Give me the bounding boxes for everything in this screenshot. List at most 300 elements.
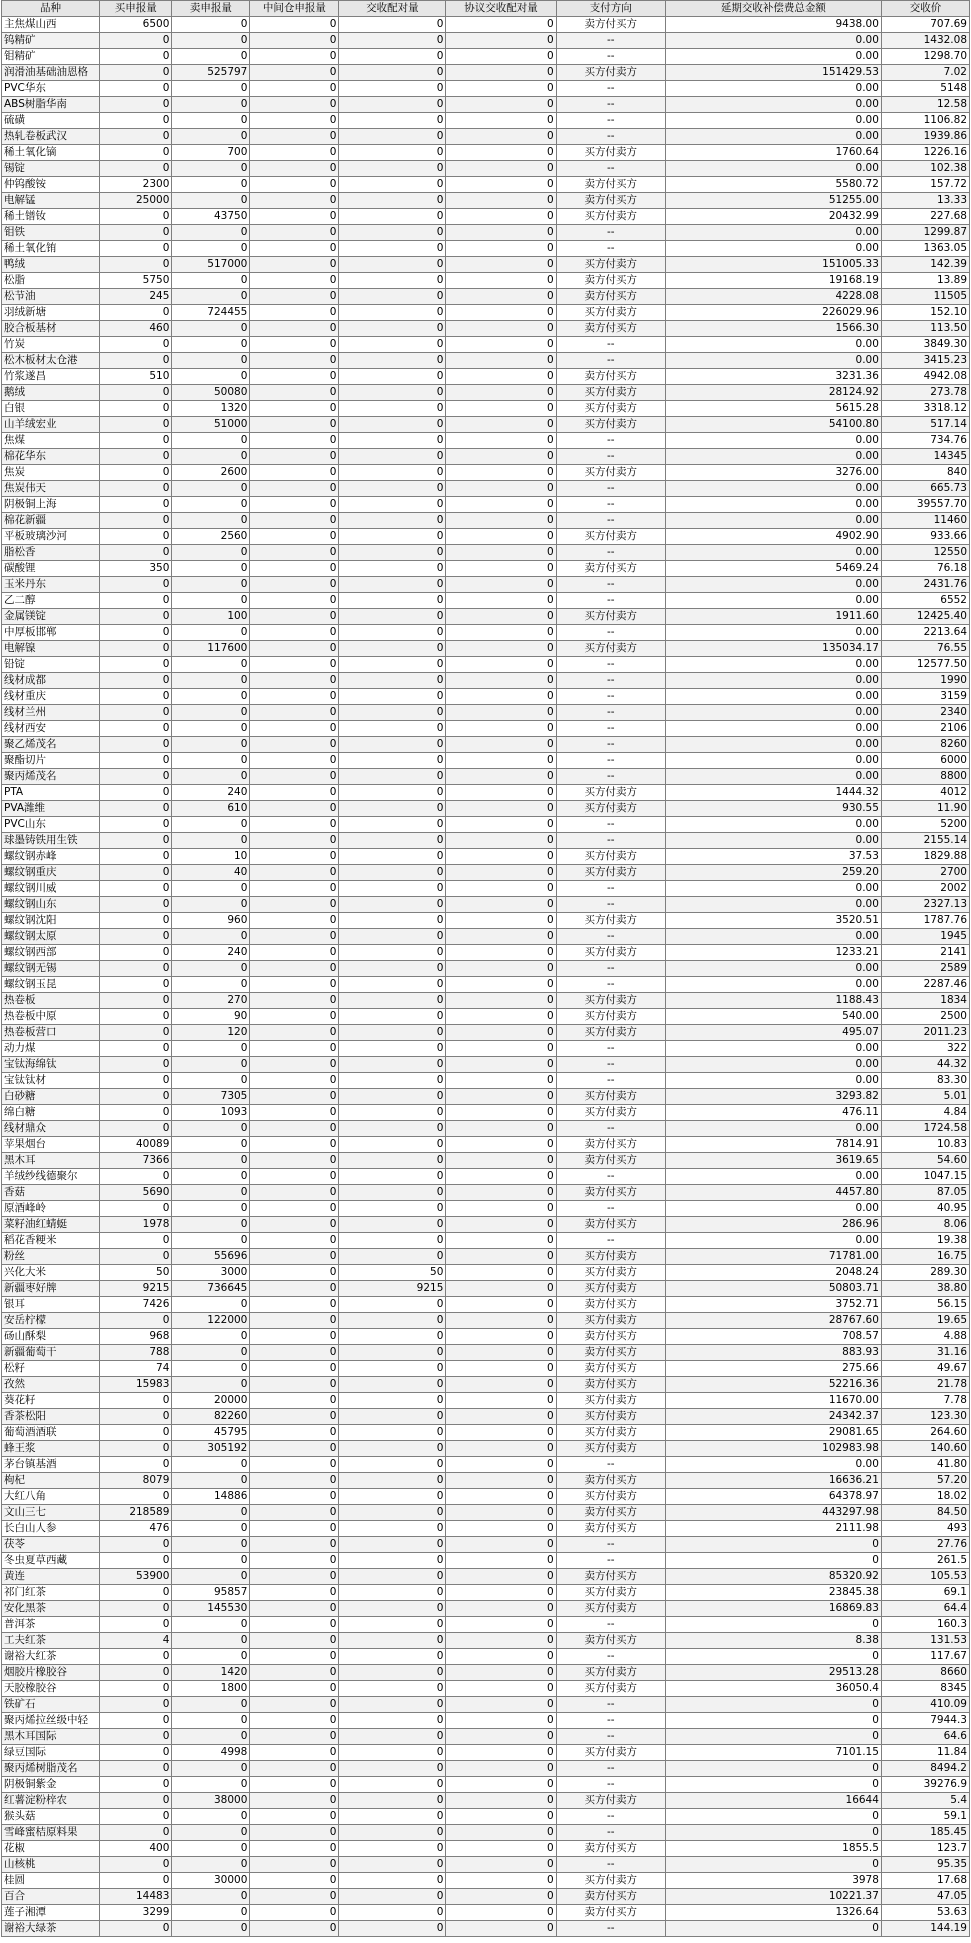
buy-declared-cell: 1978: [100, 1217, 172, 1233]
buy-declared-cell: 0: [100, 1169, 172, 1185]
header-sell-declared: 卖申报量: [172, 1, 250, 17]
payment-direction-cell: 卖方付买方: [556, 1905, 665, 1921]
intermediate-declared-cell: 0: [250, 1489, 339, 1505]
sell-declared-cell: 90: [172, 1009, 250, 1025]
delivery-matched-cell: 0: [339, 1681, 446, 1697]
buy-declared-cell: 0: [100, 801, 172, 817]
compensation-total-cell: 0.00: [665, 721, 881, 737]
delivery-price-cell: 57.20: [881, 1473, 969, 1489]
compensation-total-cell: 4457.80: [665, 1185, 881, 1201]
sell-declared-cell: 0: [172, 1297, 250, 1313]
agreement-matched-cell: 0: [446, 1905, 556, 1921]
delivery-matched-cell: 0: [339, 145, 446, 161]
buy-declared-cell: 0: [100, 1729, 172, 1745]
variety-cell: PVC华东: [2, 81, 100, 97]
intermediate-declared-cell: 0: [250, 177, 339, 193]
intermediate-declared-cell: 0: [250, 1921, 339, 1937]
agreement-matched-cell: 0: [446, 561, 556, 577]
variety-cell: 聚丙烯茂名: [2, 769, 100, 785]
delivery-price-cell: 123.7: [881, 1841, 969, 1857]
agreement-matched-cell: 0: [446, 1297, 556, 1313]
intermediate-declared-cell: 0: [250, 625, 339, 641]
compensation-total-cell: 3752.71: [665, 1297, 881, 1313]
agreement-matched-cell: 0: [446, 17, 556, 33]
compensation-total-cell: 0: [665, 1649, 881, 1665]
payment-direction-cell: 买方付卖方: [556, 945, 665, 961]
table-row: [2, 609, 970, 625]
agreement-matched-cell: 0: [446, 1281, 556, 1297]
payment-direction-cell: 买方付卖方: [556, 65, 665, 81]
sell-declared-cell: 0: [172, 593, 250, 609]
variety-cell: 锡锭: [2, 161, 100, 177]
compensation-total-cell: 0.00: [665, 1121, 881, 1137]
delivery-matched-cell: 0: [339, 1249, 446, 1265]
payment-direction-cell: --: [556, 1825, 665, 1841]
buy-declared-cell: 0: [100, 833, 172, 849]
sell-declared-cell: 525797: [172, 65, 250, 81]
buy-declared-cell: 0: [100, 721, 172, 737]
table-row: [2, 401, 970, 417]
payment-direction-cell: 买方付卖方: [556, 1249, 665, 1265]
table-row: [2, 1857, 970, 1873]
delivery-price-cell: 12577.50: [881, 657, 969, 673]
compensation-total-cell: 0: [665, 1729, 881, 1745]
delivery-price-cell: 84.50: [881, 1505, 969, 1521]
intermediate-declared-cell: 0: [250, 1825, 339, 1841]
delivery-price-cell: 160.3: [881, 1617, 969, 1633]
table-row: [2, 289, 970, 305]
header-intermediate-declared: 中间仓申报量: [250, 1, 339, 17]
delivery-matched-cell: 0: [339, 225, 446, 241]
payment-direction-cell: 卖方付买方: [556, 321, 665, 337]
compensation-total-cell: 1855.5: [665, 1841, 881, 1857]
compensation-total-cell: 0: [665, 1761, 881, 1777]
delivery-price-cell: 2213.64: [881, 625, 969, 641]
agreement-matched-cell: 0: [446, 1761, 556, 1777]
variety-cell: 螺纹钢太原: [2, 929, 100, 945]
agreement-matched-cell: 0: [446, 1633, 556, 1649]
intermediate-declared-cell: 0: [250, 1697, 339, 1713]
variety-cell: 铁矿石: [2, 1697, 100, 1713]
payment-direction-cell: --: [556, 817, 665, 833]
variety-cell: 新疆枣好牌: [2, 1281, 100, 1297]
compensation-total-cell: 0.00: [665, 593, 881, 609]
agreement-matched-cell: 0: [446, 913, 556, 929]
variety-cell: 茅台镇基酒: [2, 1457, 100, 1473]
table-row: [2, 1473, 970, 1489]
table-row: [2, 433, 970, 449]
variety-cell: 黑木耳: [2, 1153, 100, 1169]
delivery-matched-cell: 0: [339, 897, 446, 913]
compensation-total-cell: 0.00: [665, 433, 881, 449]
delivery-price-cell: 59.1: [881, 1809, 969, 1825]
compensation-total-cell: 0: [665, 1713, 881, 1729]
sell-declared-cell: 0: [172, 97, 250, 113]
variety-cell: 枸杞: [2, 1473, 100, 1489]
variety-cell: PVC山东: [2, 817, 100, 833]
sell-declared-cell: 0: [172, 1169, 250, 1185]
buy-declared-cell: 0: [100, 1649, 172, 1665]
intermediate-declared-cell: 0: [250, 641, 339, 657]
variety-cell: 碳酸锂: [2, 561, 100, 577]
header-agreement-matched: 协议交收配对量: [446, 1, 556, 17]
payment-direction-cell: 买方付卖方: [556, 1425, 665, 1441]
delivery-price-cell: 1939.86: [881, 129, 969, 145]
sell-declared-cell: 95857: [172, 1585, 250, 1601]
payment-direction-cell: --: [556, 1713, 665, 1729]
table-row: [2, 81, 970, 97]
agreement-matched-cell: 0: [446, 1329, 556, 1345]
variety-cell: 线材重庆: [2, 689, 100, 705]
buy-declared-cell: 0: [100, 785, 172, 801]
delivery-matched-cell: 0: [339, 977, 446, 993]
table-row: [2, 1121, 970, 1137]
delivery-price-cell: 1990: [881, 673, 969, 689]
payment-direction-cell: 卖方付买方: [556, 561, 665, 577]
buy-declared-cell: 0: [100, 929, 172, 945]
payment-direction-cell: 买方付卖方: [556, 305, 665, 321]
compensation-total-cell: 259.20: [665, 865, 881, 881]
agreement-matched-cell: 0: [446, 417, 556, 433]
intermediate-declared-cell: 0: [250, 1873, 339, 1889]
delivery-matched-cell: 0: [339, 913, 446, 929]
buy-declared-cell: 0: [100, 673, 172, 689]
delivery-price-cell: 53.63: [881, 1905, 969, 1921]
delivery-matched-cell: 0: [339, 433, 446, 449]
variety-cell: PTA: [2, 785, 100, 801]
compensation-total-cell: 0.00: [665, 1041, 881, 1057]
intermediate-declared-cell: 0: [250, 1617, 339, 1633]
compensation-total-cell: 0.00: [665, 705, 881, 721]
delivery-matched-cell: 0: [339, 1025, 446, 1041]
sell-declared-cell: 0: [172, 113, 250, 129]
sell-declared-cell: 145530: [172, 1601, 250, 1617]
table-row: [2, 529, 970, 545]
buy-declared-cell: 0: [100, 1441, 172, 1457]
table-row: [2, 1361, 970, 1377]
sell-declared-cell: 0: [172, 289, 250, 305]
variety-cell: 焦炭: [2, 465, 100, 481]
intermediate-declared-cell: 0: [250, 769, 339, 785]
variety-cell: 焦煤: [2, 433, 100, 449]
variety-cell: 红薯淀粉梓农: [2, 1793, 100, 1809]
agreement-matched-cell: 0: [446, 769, 556, 785]
sell-declared-cell: 240: [172, 945, 250, 961]
payment-direction-cell: --: [556, 513, 665, 529]
compensation-total-cell: 52216.36: [665, 1377, 881, 1393]
sell-declared-cell: 120: [172, 1025, 250, 1041]
delivery-matched-cell: 0: [339, 1041, 446, 1057]
sell-declared-cell: 0: [172, 1729, 250, 1745]
sell-declared-cell: 40: [172, 865, 250, 881]
compensation-total-cell: 2048.24: [665, 1265, 881, 1281]
delivery-matched-cell: 0: [339, 81, 446, 97]
buy-declared-cell: 476: [100, 1521, 172, 1537]
intermediate-declared-cell: 0: [250, 737, 339, 753]
delivery-matched-cell: 0: [339, 177, 446, 193]
delivery-matched-cell: 0: [339, 1201, 446, 1217]
buy-declared-cell: 0: [100, 1681, 172, 1697]
variety-cell: 螺纹钢西部: [2, 945, 100, 961]
delivery-price-cell: 123.30: [881, 1409, 969, 1425]
payment-direction-cell: --: [556, 481, 665, 497]
buy-declared-cell: 50: [100, 1265, 172, 1281]
table-row: [2, 1905, 970, 1921]
delivery-matched-cell: 0: [339, 1761, 446, 1777]
delivery-price-cell: 8494.2: [881, 1761, 969, 1777]
compensation-total-cell: 0.00: [665, 241, 881, 257]
buy-declared-cell: 5750: [100, 273, 172, 289]
variety-cell: 羽绒新塘: [2, 305, 100, 321]
variety-cell: 山羊绒宏业: [2, 417, 100, 433]
variety-cell: 祁门红茶: [2, 1585, 100, 1601]
delivery-matched-cell: 0: [339, 881, 446, 897]
table-row: [2, 1745, 970, 1761]
agreement-matched-cell: 0: [446, 689, 556, 705]
buy-declared-cell: 0: [100, 433, 172, 449]
agreement-matched-cell: 0: [446, 513, 556, 529]
delivery-price-cell: 2500: [881, 1009, 969, 1025]
payment-direction-cell: --: [556, 1553, 665, 1569]
compensation-total-cell: 10221.37: [665, 1889, 881, 1905]
delivery-price-cell: 4.88: [881, 1329, 969, 1345]
intermediate-declared-cell: 0: [250, 1905, 339, 1921]
compensation-total-cell: 5580.72: [665, 177, 881, 193]
table-row: [2, 1041, 970, 1057]
variety-cell: 大红八角: [2, 1489, 100, 1505]
delivery-price-cell: 8660: [881, 1665, 969, 1681]
intermediate-declared-cell: 0: [250, 1329, 339, 1345]
delivery-matched-cell: 0: [339, 945, 446, 961]
variety-cell: 葡萄酒酒联: [2, 1425, 100, 1441]
payment-direction-cell: 买方付卖方: [556, 1265, 665, 1281]
compensation-total-cell: 54100.80: [665, 417, 881, 433]
intermediate-declared-cell: 0: [250, 1137, 339, 1153]
agreement-matched-cell: 0: [446, 369, 556, 385]
payment-direction-cell: 卖方付买方: [556, 1153, 665, 1169]
intermediate-declared-cell: 0: [250, 209, 339, 225]
payment-direction-cell: 买方付卖方: [556, 785, 665, 801]
compensation-total-cell: 0.00: [665, 49, 881, 65]
compensation-total-cell: 0.00: [665, 353, 881, 369]
intermediate-declared-cell: 0: [250, 1153, 339, 1169]
sell-declared-cell: 0: [172, 1809, 250, 1825]
intermediate-declared-cell: 0: [250, 305, 339, 321]
variety-cell: 雪峰蜜桔原料果: [2, 1825, 100, 1841]
agreement-matched-cell: 0: [446, 737, 556, 753]
variety-cell: 银耳: [2, 1297, 100, 1313]
compensation-total-cell: 0.00: [665, 753, 881, 769]
sell-declared-cell: 45795: [172, 1425, 250, 1441]
delivery-matched-cell: 0: [339, 1425, 446, 1441]
table-row: [2, 1457, 970, 1473]
intermediate-declared-cell: 0: [250, 241, 339, 257]
payment-direction-cell: 买方付卖方: [556, 417, 665, 433]
sell-declared-cell: 0: [172, 513, 250, 529]
variety-cell: 玉米丹东: [2, 577, 100, 593]
payment-direction-cell: 买方付卖方: [556, 1601, 665, 1617]
intermediate-declared-cell: 0: [250, 1073, 339, 1089]
variety-cell: 长白山人参: [2, 1521, 100, 1537]
agreement-matched-cell: 0: [446, 849, 556, 865]
intermediate-declared-cell: 0: [250, 369, 339, 385]
sell-declared-cell: 0: [172, 1857, 250, 1873]
delivery-matched-cell: 0: [339, 1089, 446, 1105]
payment-direction-cell: 卖方付买方: [556, 1473, 665, 1489]
payment-direction-cell: --: [556, 833, 665, 849]
buy-declared-cell: 4: [100, 1633, 172, 1649]
intermediate-declared-cell: 0: [250, 273, 339, 289]
buy-declared-cell: 0: [100, 593, 172, 609]
intermediate-declared-cell: 0: [250, 1281, 339, 1297]
intermediate-declared-cell: 0: [250, 161, 339, 177]
delivery-matched-cell: 0: [339, 1057, 446, 1073]
payment-direction-cell: --: [556, 929, 665, 945]
delivery-price-cell: 8800: [881, 769, 969, 785]
table-row: [2, 161, 970, 177]
sell-declared-cell: 0: [172, 433, 250, 449]
delivery-price-cell: 113.50: [881, 321, 969, 337]
sell-declared-cell: 4998: [172, 1745, 250, 1761]
compensation-total-cell: 0.00: [665, 337, 881, 353]
compensation-total-cell: 0.00: [665, 1233, 881, 1249]
variety-cell: 砀山酥梨: [2, 1329, 100, 1345]
variety-cell: 润滑油基础油恩格: [2, 65, 100, 81]
delivery-matched-cell: 50: [339, 1265, 446, 1281]
sell-declared-cell: 0: [172, 273, 250, 289]
table-row: [2, 1633, 970, 1649]
variety-cell: 百合: [2, 1889, 100, 1905]
sell-declared-cell: 270: [172, 993, 250, 1009]
buy-declared-cell: 0: [100, 897, 172, 913]
buy-declared-cell: 0: [100, 417, 172, 433]
agreement-matched-cell: 0: [446, 1873, 556, 1889]
intermediate-declared-cell: 0: [250, 257, 339, 273]
delivery-matched-cell: 0: [339, 1537, 446, 1553]
compensation-total-cell: 883.93: [665, 1345, 881, 1361]
table-row: [2, 625, 970, 641]
agreement-matched-cell: 0: [446, 321, 556, 337]
variety-cell: 热卷板: [2, 993, 100, 1009]
table-row: [2, 1713, 970, 1729]
delivery-price-cell: 17.68: [881, 1873, 969, 1889]
table-row: [2, 897, 970, 913]
payment-direction-cell: --: [556, 1121, 665, 1137]
sell-declared-cell: 0: [172, 1329, 250, 1345]
sell-declared-cell: 2600: [172, 465, 250, 481]
intermediate-declared-cell: 0: [250, 753, 339, 769]
table-row: [2, 1073, 970, 1089]
agreement-matched-cell: 0: [446, 1777, 556, 1793]
intermediate-declared-cell: 0: [250, 497, 339, 513]
buy-declared-cell: 0: [100, 1233, 172, 1249]
variety-cell: 铅锭: [2, 657, 100, 673]
buy-declared-cell: 40089: [100, 1137, 172, 1153]
sell-declared-cell: 117600: [172, 641, 250, 657]
table-row: [2, 1537, 970, 1553]
delivery-matched-cell: 0: [339, 705, 446, 721]
delivery-price-cell: 1047.15: [881, 1169, 969, 1185]
sell-declared-cell: 0: [172, 81, 250, 97]
agreement-matched-cell: 0: [446, 1457, 556, 1473]
intermediate-declared-cell: 0: [250, 1473, 339, 1489]
compensation-total-cell: 286.96: [665, 1217, 881, 1233]
delivery-price-cell: 6000: [881, 753, 969, 769]
variety-cell: 棉花华东: [2, 449, 100, 465]
payment-direction-cell: --: [556, 1729, 665, 1745]
agreement-matched-cell: 0: [446, 241, 556, 257]
delivery-price-cell: 54.60: [881, 1153, 969, 1169]
payment-direction-cell: 卖方付买方: [556, 1361, 665, 1377]
header-delivery-price: 交收价: [881, 1, 969, 17]
intermediate-declared-cell: 0: [250, 449, 339, 465]
buy-declared-cell: 0: [100, 1713, 172, 1729]
buy-declared-cell: 0: [100, 337, 172, 353]
intermediate-declared-cell: 0: [250, 1009, 339, 1025]
intermediate-declared-cell: 0: [250, 81, 339, 97]
delivery-price-cell: 140.60: [881, 1441, 969, 1457]
compensation-total-cell: 0.00: [665, 1457, 881, 1473]
delivery-price-cell: 12425.40: [881, 609, 969, 625]
compensation-total-cell: 0.00: [665, 161, 881, 177]
variety-cell: 聚乙烯茂名: [2, 737, 100, 753]
payment-direction-cell: --: [556, 1777, 665, 1793]
compensation-total-cell: 275.66: [665, 1361, 881, 1377]
buy-declared-cell: 0: [100, 625, 172, 641]
variety-cell: 中厚板邯郸: [2, 625, 100, 641]
delivery-matched-cell: 0: [339, 561, 446, 577]
table-row: [2, 833, 970, 849]
intermediate-declared-cell: 0: [250, 897, 339, 913]
payment-direction-cell: --: [556, 721, 665, 737]
agreement-matched-cell: 0: [446, 81, 556, 97]
table-row: [2, 993, 970, 1009]
delivery-price-cell: 19.38: [881, 1233, 969, 1249]
delivery-price-cell: 39557.70: [881, 497, 969, 513]
buy-declared-cell: 0: [100, 1745, 172, 1761]
intermediate-declared-cell: 0: [250, 593, 339, 609]
payment-direction-cell: --: [556, 545, 665, 561]
compensation-total-cell: 0.00: [665, 497, 881, 513]
delivery-price-cell: 5.4: [881, 1793, 969, 1809]
payment-direction-cell: 买方付卖方: [556, 609, 665, 625]
table-row: [2, 1393, 970, 1409]
agreement-matched-cell: 0: [446, 593, 556, 609]
sell-declared-cell: 0: [172, 1889, 250, 1905]
table-row: [2, 1665, 970, 1681]
variety-cell: 热轧卷板武汉: [2, 129, 100, 145]
sell-declared-cell: 0: [172, 625, 250, 641]
delivery-price-cell: 8260: [881, 737, 969, 753]
compensation-total-cell: 102983.98: [665, 1441, 881, 1457]
table-row: [2, 1681, 970, 1697]
table-row: [2, 1569, 970, 1585]
buy-declared-cell: 0: [100, 1409, 172, 1425]
sell-declared-cell: 0: [172, 1233, 250, 1249]
intermediate-declared-cell: 0: [250, 865, 339, 881]
delivery-price-cell: 3318.12: [881, 401, 969, 417]
compensation-total-cell: 0.00: [665, 833, 881, 849]
intermediate-declared-cell: 0: [250, 1745, 339, 1761]
delivery-matched-cell: 0: [339, 129, 446, 145]
agreement-matched-cell: 0: [446, 1745, 556, 1761]
intermediate-declared-cell: 0: [250, 833, 339, 849]
compensation-total-cell: 1233.21: [665, 945, 881, 961]
buy-declared-cell: 0: [100, 609, 172, 625]
table-row: [2, 929, 970, 945]
delivery-price-cell: 2011.23: [881, 1025, 969, 1041]
intermediate-declared-cell: 0: [250, 801, 339, 817]
